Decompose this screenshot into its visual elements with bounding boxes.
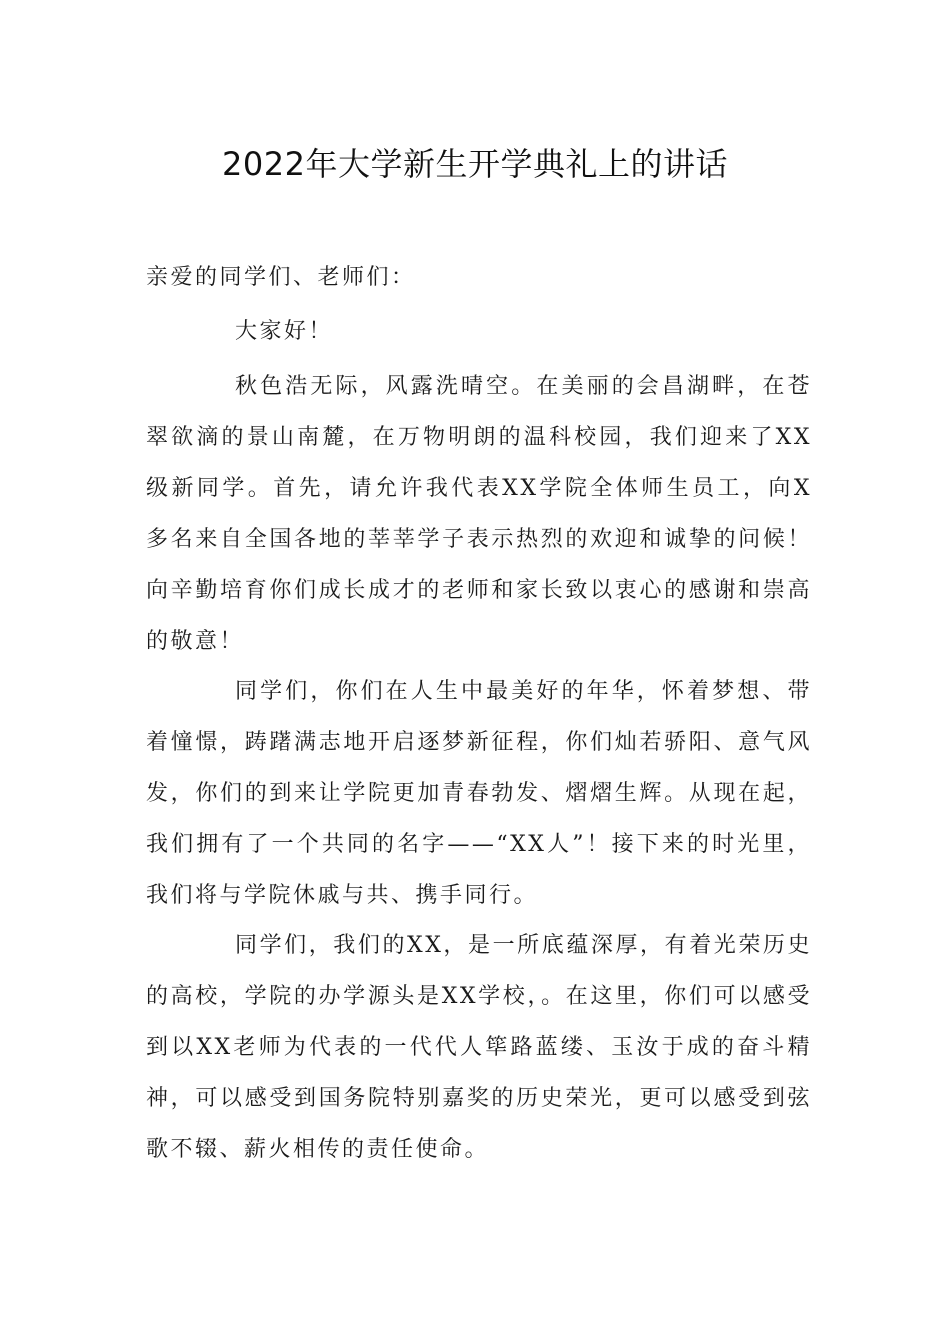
paragraph: 秋色浩无际，风露洗晴空。在美丽的会昌湖畔，在苍翠欲滴的景山南麓，在万物明朗的温科校园，我们迎来了XX级新同学。首先，请允许我代表XX学院全体师生员工，向X多名来自全国各地的莘莘学子表示热烈的欢迎和诚挚的问候！向辛勤培育你们成长成才的老师和家长致以衷心的感谢和崇高的敬意！ bbox=[146, 374, 812, 654]
greeting: 大家好！ bbox=[235, 319, 334, 344]
document-title: 2022年大学新生开学典礼上的讲话 bbox=[222, 145, 728, 183]
paragraph: 同学们，我们的XX，是一所底蕴深厚，有着光荣历史的高校，学院的办学源头是XX学校，。在这里，你们可以感受到以XX老师为代表的一代代人筚路蓝缕、玉汝于成的奋斗精神，可以感受到国务院特别嘉奖的历史荣光，更可以感受到弦歌不辍、薪火相传的责任使命。 bbox=[146, 933, 812, 1162]
salutation: 亲爱的同学们、老师们： bbox=[146, 265, 416, 290]
paragraph: 同学们，你们在人生中最美好的年华，怀着梦想、带着憧憬，踌躇满志地开启逐梦新征程，你们灿若骄阳、意气风发，你们的到来让学院更加青春勃发、熠熠生辉。从现在起，我们拥有了一个共同的名字——“XX人”！接下来的时光里，我们将与学院休戚与共、携手同行。 bbox=[146, 679, 812, 908]
